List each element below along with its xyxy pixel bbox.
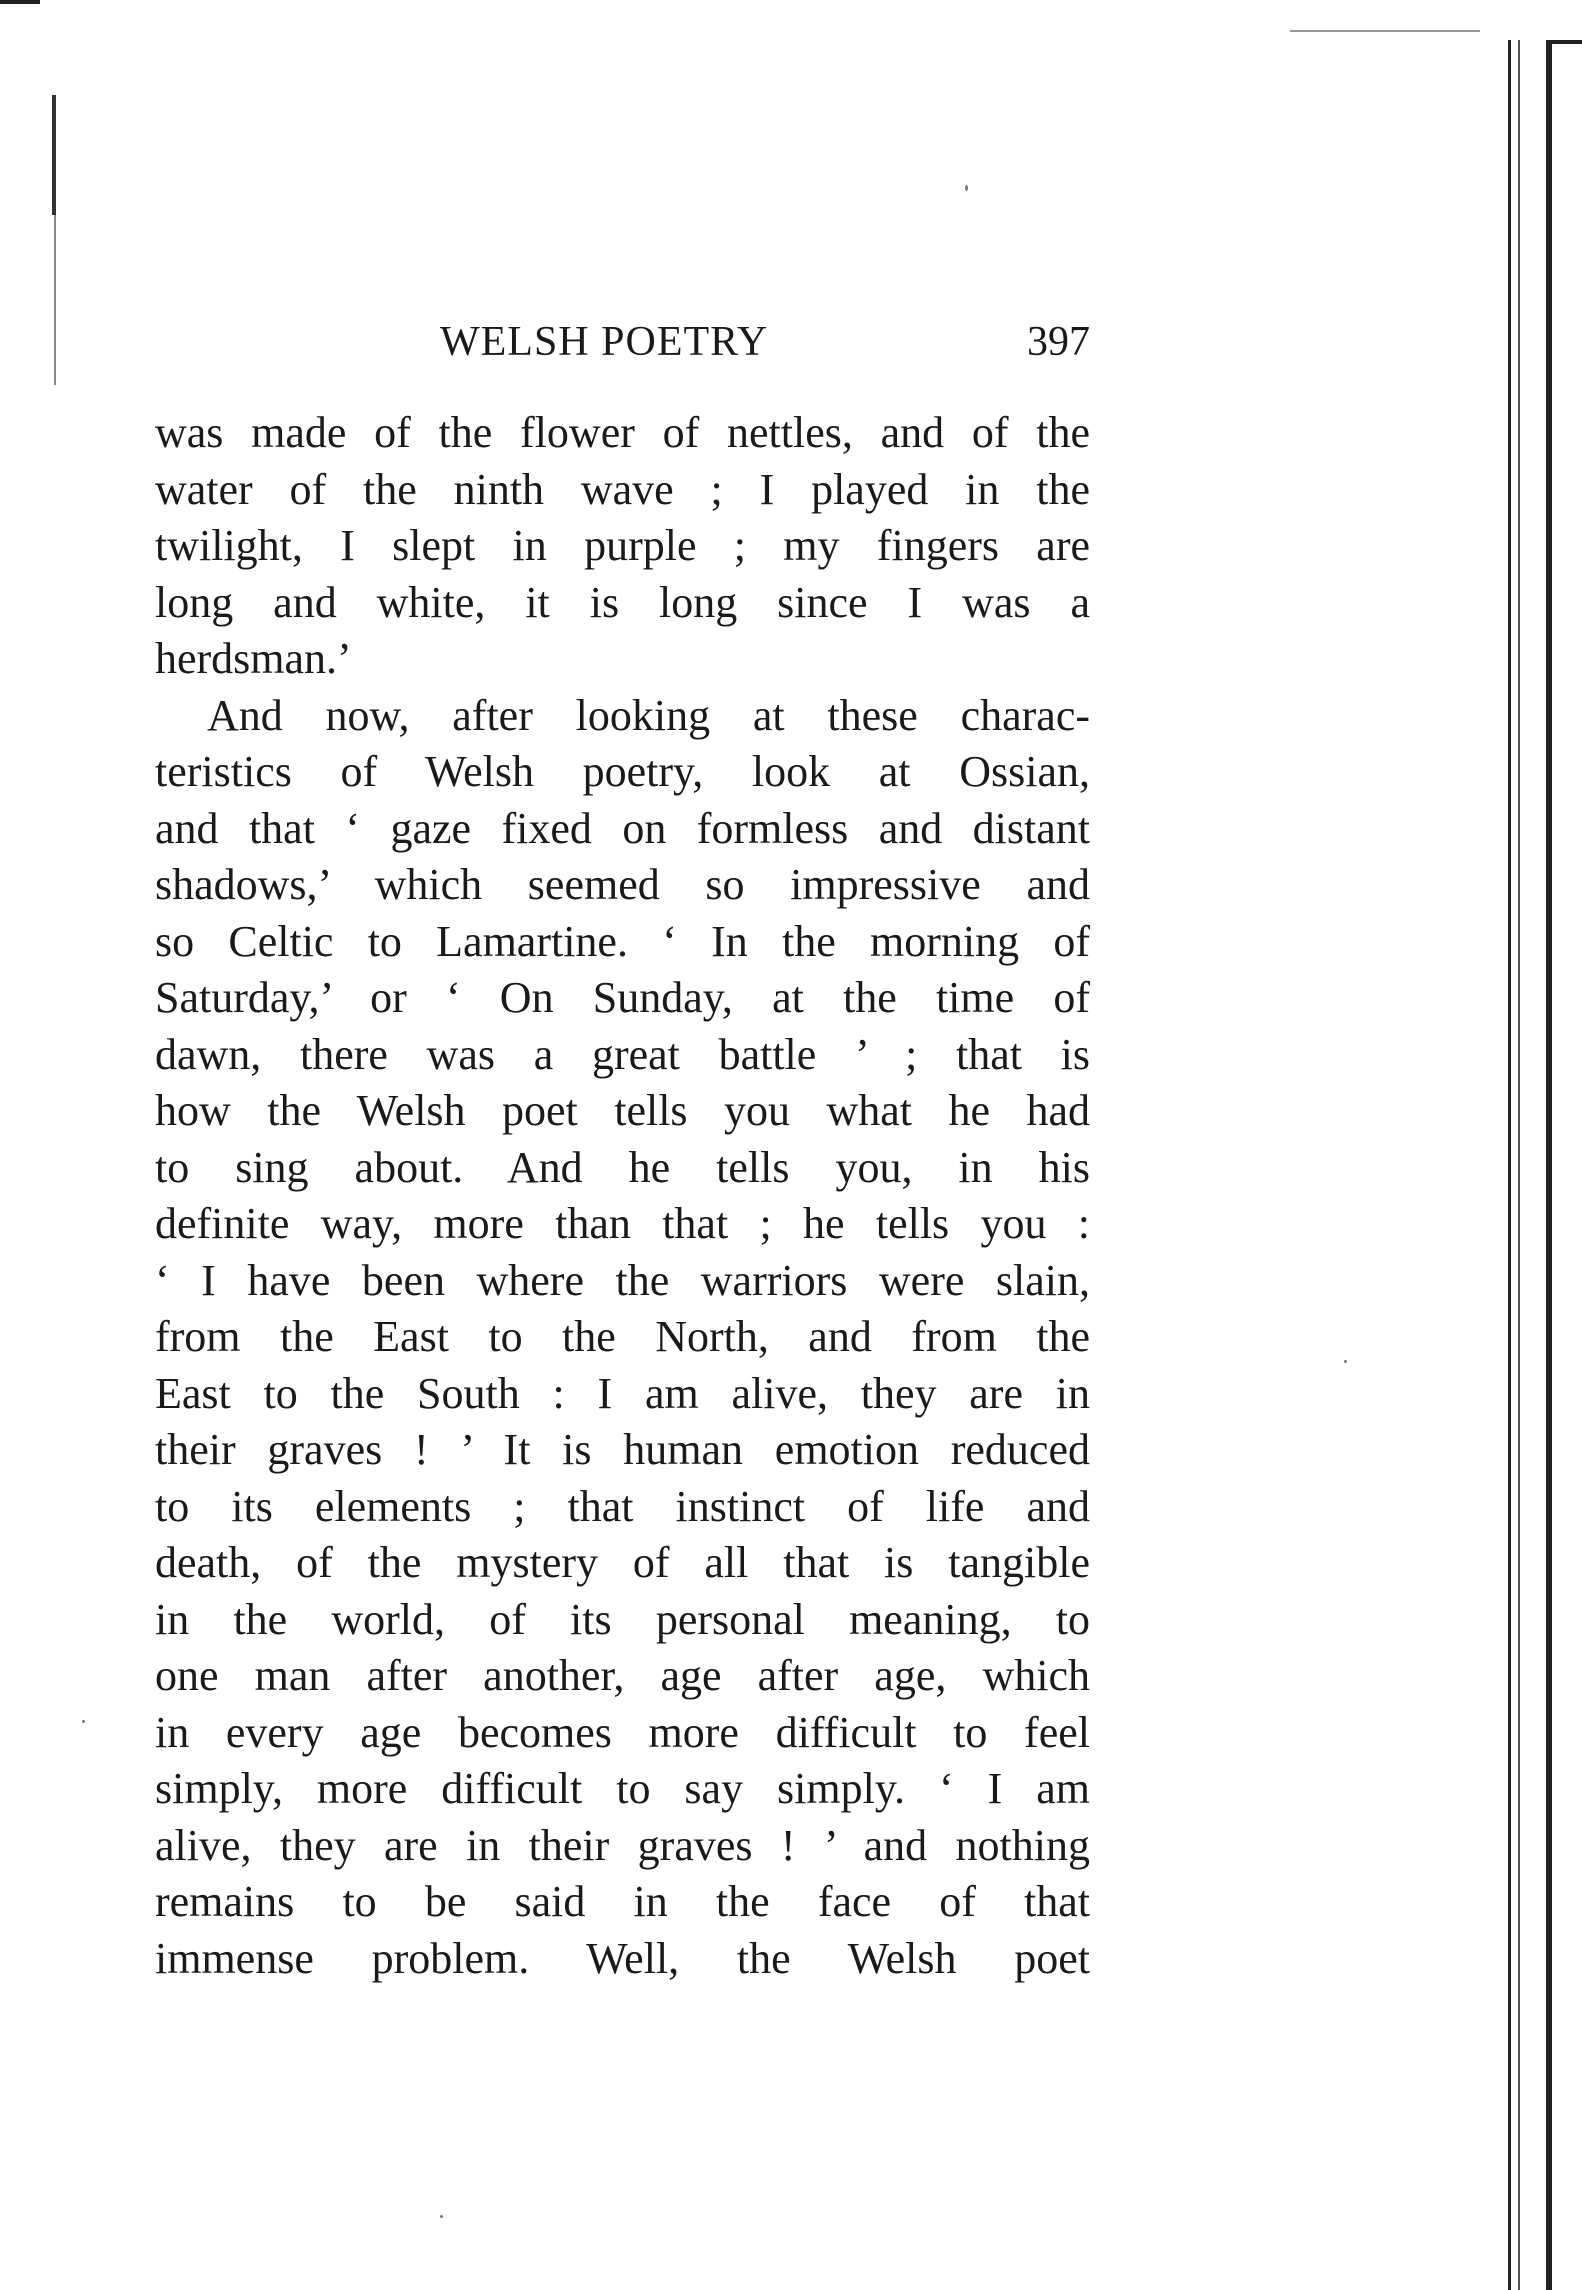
scan-edge-mark (0, 0, 40, 4)
text-line: definite way, more than that ; he tells you : (155, 1199, 1090, 1248)
binding-edge-line (1546, 40, 1552, 2290)
dust-speck (82, 1720, 85, 1723)
text-line: so Celtic to Lamartine. ‘ In the morning of (155, 916, 1090, 966)
running-title: WELSH POETRY (440, 319, 769, 365)
dust-speck (440, 2215, 443, 2218)
text-line: death, of the mystery of all that is tangible (155, 1538, 1090, 1587)
dust-speck (965, 185, 968, 191)
text-line: simply, more difficult to say simply. ‘ I am (155, 1764, 1090, 1813)
text-line: immense problem. Well, the Welsh poet (155, 1933, 1090, 1983)
binding-edge-cap (1546, 40, 1582, 44)
scan-edge-mark (54, 215, 56, 385)
text-line: to sing about. And he tells you, in his (155, 1142, 1090, 1192)
page-number: 397 (1027, 319, 1090, 365)
text-line: was made of the flower of nettles, and of the (155, 408, 1090, 457)
text-line: ‘ I have been where the warriors were slain, (155, 1255, 1090, 1305)
text-line: herdsman.’ (155, 634, 352, 683)
text-line: Saturday,’ or ‘ On Sunday, at the time of (155, 973, 1090, 1022)
text-line: their graves ! ’ It is human emotion reduced (155, 1425, 1090, 1474)
text-line: shadows,’ which seemed so impressive and (155, 860, 1090, 909)
text-line: in every age becomes more difficult to feel (155, 1707, 1090, 1757)
binding-edge-line (1518, 40, 1520, 2290)
text-line: alive, they are in their graves ! ’ and nothing (155, 1820, 1090, 1870)
text-line: East to the South : I am alive, they are in (155, 1368, 1090, 1418)
text-line: how the Welsh poet tells you what he had (155, 1086, 1090, 1135)
scan-edge-mark (52, 95, 56, 215)
running-head (155, 318, 1090, 378)
text-line: And now, after looking at these charac- (207, 690, 1090, 740)
text-line: dawn, there was a great battle ’ ; that is (155, 1029, 1090, 1079)
text-line: long and white, it is long since I was a (155, 577, 1090, 627)
text-line: one man after another, age after age, which (155, 1651, 1090, 1700)
text-line: twilight, I slept in purple ; my fingers are (155, 521, 1090, 570)
text-line: remains to be said in the face of that (155, 1877, 1090, 1926)
text-line: in the world, of its personal meaning, to (155, 1594, 1090, 1644)
scan-edge-mark (1290, 30, 1480, 32)
text-line: water of the ninth wave ; I played in the (155, 464, 1090, 514)
text-line: to its elements ; that instinct of life and (155, 1481, 1090, 1531)
text-line: from the East to the North, and from the (155, 1312, 1090, 1361)
text-line: teristics of Welsh poetry, look at Ossian, (155, 747, 1090, 796)
text-line: and that ‘ gaze fixed on formless and distant (155, 803, 1090, 853)
binding-edge-line (1508, 40, 1511, 2290)
body-text (155, 405, 1090, 1987)
dust-speck (1344, 1360, 1347, 1363)
